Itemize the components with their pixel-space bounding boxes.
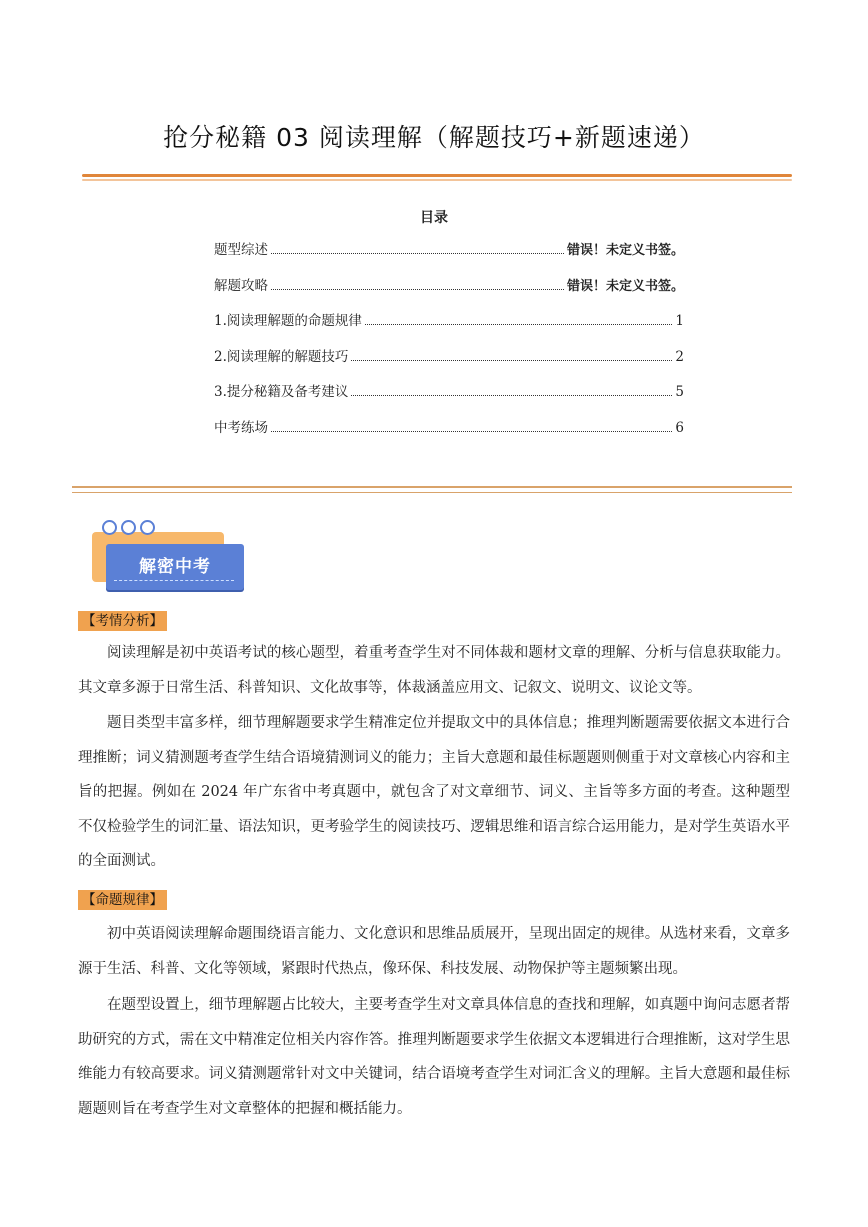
ring-icon bbox=[102, 520, 117, 535]
title-divider bbox=[82, 174, 792, 177]
badge-label: 解密中考 bbox=[139, 557, 211, 577]
toc-entry[interactable] bbox=[214, 380, 684, 416]
rules-paragraph-2: 在题型设置上，细节理解题占比较大，主要考查学生对文章具体信息的查找和理解，如真题中询问志愿者帮助研究的方式，需在文中精准定位相关内容作答。推理判断题要求学生依据文本逻辑进行合理推断，这对学生思维能力有较高要求。词义猜测题常针对文中关键词，结合语境考查学生对词汇含义的理解。主旨大意题和最佳标题题则旨在考查学生对文章整体的把握和概括能力。 bbox=[78, 997, 790, 1117]
section-divider bbox=[72, 486, 792, 488]
table-of-contents bbox=[214, 238, 684, 451]
toc-leader-dots bbox=[271, 253, 564, 254]
toc-entry[interactable] bbox=[214, 345, 684, 381]
badge-dash-line bbox=[114, 580, 234, 581]
toc-leader-dots bbox=[271, 289, 564, 290]
toc-entry-page: 5 bbox=[675, 384, 684, 400]
rules-paragraph-1: 初中英语阅读理解命题围绕语言能力、文化意识和思维品质展开，呈现出固定的规律。从选材来看，文章多源于生活、科普、文化等领域，紧跟时代热点，像环保、科技发展、动物保护等主题频繁出现。 bbox=[78, 926, 790, 977]
toc-entry[interactable] bbox=[214, 274, 684, 310]
title-divider-light bbox=[82, 179, 792, 181]
toc-leader-dots bbox=[271, 431, 672, 432]
binder-rings-icon bbox=[102, 520, 155, 535]
toc-entry-label: 题型综述 bbox=[214, 242, 268, 258]
toc-entry-label: 2.阅读理解的解题技巧 bbox=[214, 348, 349, 365]
toc-leader-dots bbox=[365, 324, 673, 325]
toc-heading: 目录 bbox=[420, 210, 448, 226]
toc-entry-label: 3.提分秘籍及备考建议 bbox=[214, 384, 349, 400]
section-badge bbox=[92, 520, 252, 592]
toc-entry[interactable] bbox=[214, 416, 684, 452]
toc-entry-page: 6 bbox=[675, 419, 684, 436]
toc-entry[interactable] bbox=[214, 238, 684, 274]
analysis-paragraph-1: 阅读理解是初中英语考试的核心题型，着重考查学生对不同体裁和题材文章的理解、分析与信息获取能力。其文章多源于日常生活、科普知识、文化故事等，体裁涵盖应用文、记叙文、说明文、议论文等。 bbox=[78, 645, 790, 696]
section-divider-thin bbox=[72, 492, 792, 493]
toc-entry-page: 1 bbox=[675, 313, 684, 329]
section-tag-analysis: 【考情分析】 bbox=[78, 611, 167, 631]
ring-icon bbox=[140, 520, 155, 535]
ring-icon bbox=[121, 520, 136, 535]
document-title: 抢分秘籍 03 阅读理解（解题技巧+新题速递） bbox=[163, 123, 705, 152]
toc-entry[interactable] bbox=[214, 309, 684, 345]
toc-leader-dots bbox=[351, 360, 672, 361]
badge-front-panel bbox=[106, 544, 244, 590]
toc-entry-page: 错误！未定义书签。 bbox=[566, 243, 684, 258]
toc-entry-label: 中考练场 bbox=[214, 419, 268, 436]
toc-entry-page: 错误！未定义书签。 bbox=[566, 278, 684, 294]
analysis-paragraph-2: 题目类型丰富多样，细节理解题要求学生精准定位并提取文中的具体信息；推理判断题需要依据文本进行合理推断；词义猜测题考查学生结合语境猜测词义的能力；主旨大意题和最佳标题题则侧重于对文章核心内容和主旨的把握。例如在 2024 年广东省中考真题中，就包含了对文章细节、词义、主旨等多方面的考查。这种题型不仅检验学生的词汇量、语法知识，更考验学生的阅读技巧、逻辑思维和语言综合运用能力，是对学生英语水平的全面测试。 bbox=[78, 715, 790, 870]
toc-entry-label: 1.阅读理解题的命题规律 bbox=[214, 313, 362, 329]
toc-leader-dots bbox=[351, 395, 672, 396]
toc-entry-page: 2 bbox=[675, 348, 684, 365]
section-tag-rules: 【命题规律】 bbox=[78, 890, 167, 910]
toc-entry-label: 解题攻略 bbox=[214, 277, 268, 294]
